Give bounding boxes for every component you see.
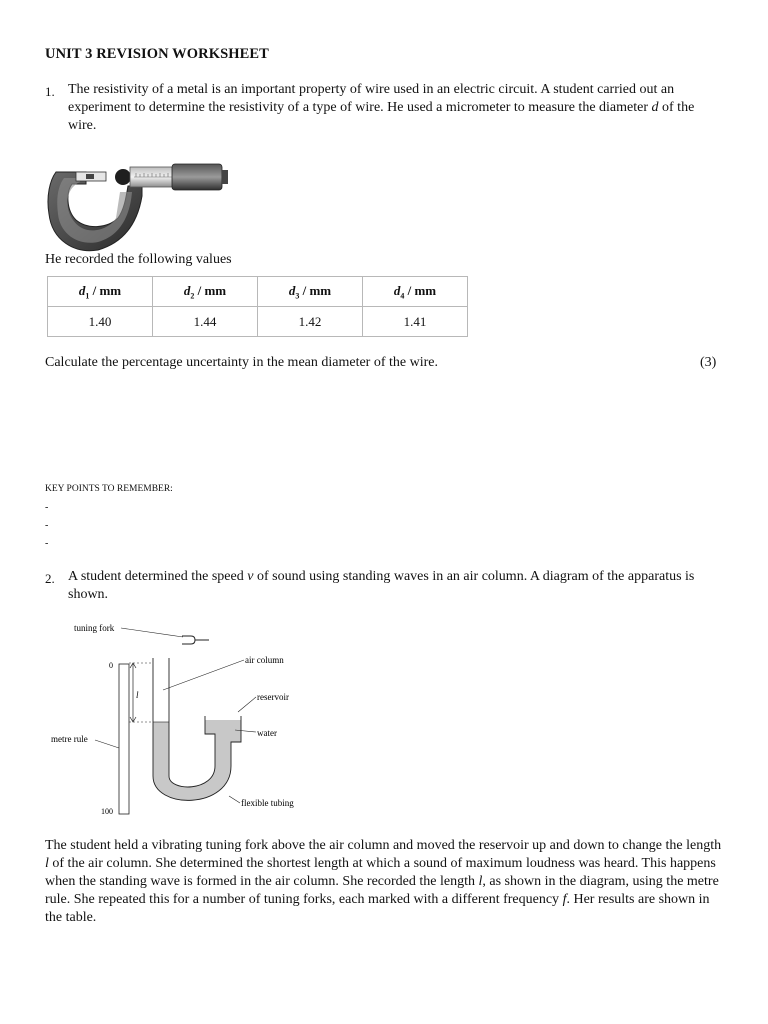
recorded-intro: He recorded the following values [45,252,232,267]
table-header-cell [258,277,363,307]
table-cell: 1.41 [363,307,468,337]
key-point-bullet: - [45,520,49,531]
key-point-bullet: - [45,538,49,549]
header-unit: / mm [299,282,332,298]
apparatus-diagram [45,616,325,822]
header-unit: / mm [194,282,227,298]
table-header-cell [48,277,153,307]
header-unit: / mm [404,282,437,298]
scale-zero-label: 0 [109,661,113,670]
table-cell: 1.42 [258,307,363,337]
q2-final-part: . Her results are shown in the table. [45,892,710,925]
metre-rule [119,664,129,814]
question-1-number: 1. [45,84,55,99]
q2-final-part: , as shown in the diagram, using the metre rule. She repeated this for a number of tuning forks, each marked with a different frequency [45,874,719,907]
reservoir-label: reservoir [257,692,289,702]
q2-var-f: f [562,892,567,907]
air-column-label: air column [245,655,284,665]
key-points-heading: KEY POINTS TO REMEMBER: [45,484,173,494]
q2-var-v: v [247,569,254,584]
table-cell: 1.40 [48,307,153,337]
q2-final-part: The student held a vibrating tuning fork above the air column and moved the reservoir up and down to change the length [45,838,722,853]
scale-hundred-label: 100 [101,807,113,816]
water-label: water [257,728,277,738]
header-symbol: d [183,282,191,298]
header-symbol: d [78,282,86,298]
header-symbol: d [393,282,401,298]
question-1-text [68,81,724,135]
table-row [48,307,468,337]
q1-text-part: The resistivity of a metal is an important property of wire used in an electric circuit. A student carried out an experiment to determine the resistivity of a type of wire. He used a micrometer to measure the diameter [68,82,675,115]
length-label: l [136,690,139,700]
tuning-fork-label: tuning fork [74,623,115,633]
q2-var-l: l [45,856,49,871]
q1-var-d: d [651,100,659,115]
tuning-fork-icon [182,636,209,644]
table-header-cell [153,277,258,307]
water-fill [153,720,241,800]
micrometer-image [46,162,230,254]
question-2-number: 2. [45,571,55,586]
question-2-description [45,837,725,927]
worksheet-title: UNIT 3 REVISION WORKSHEET [45,46,269,62]
header-subscript: 4 [400,291,405,301]
table-header-row [48,277,468,307]
diameter-table [47,276,468,337]
header-unit: / mm [89,282,122,298]
metre-rule-label: metre rule [51,734,88,744]
question-1-prompt: Calculate the percentage uncertainty in the mean diameter of the wire. [45,355,438,370]
header-subscript: 3 [295,291,300,301]
key-point-bullet: - [45,502,49,513]
header-symbol: d [288,282,296,298]
q2-final-part: of the air column. She determined the shortest length at which a sound of maximum loudness was heard. This happens when the standing wave is formed in the air column. She recorded the length [45,856,716,889]
table-header-cell [363,277,468,307]
header-subscript: 1 [85,291,90,301]
q2-var-l: l [478,874,483,889]
q2-text-part: A student determined the speed [68,569,248,584]
question-1-marks: (3) [700,355,717,370]
q1-text-part: of the wire. [68,100,695,133]
header-subscript: 2 [190,291,195,301]
question-2-text [68,568,708,604]
flexible-tubing-label: flexible tubing [241,798,294,808]
table-cell: 1.44 [153,307,258,337]
q2-text-part: of sound using standing waves in an air column. A diagram of the apparatus is shown. [68,569,695,602]
